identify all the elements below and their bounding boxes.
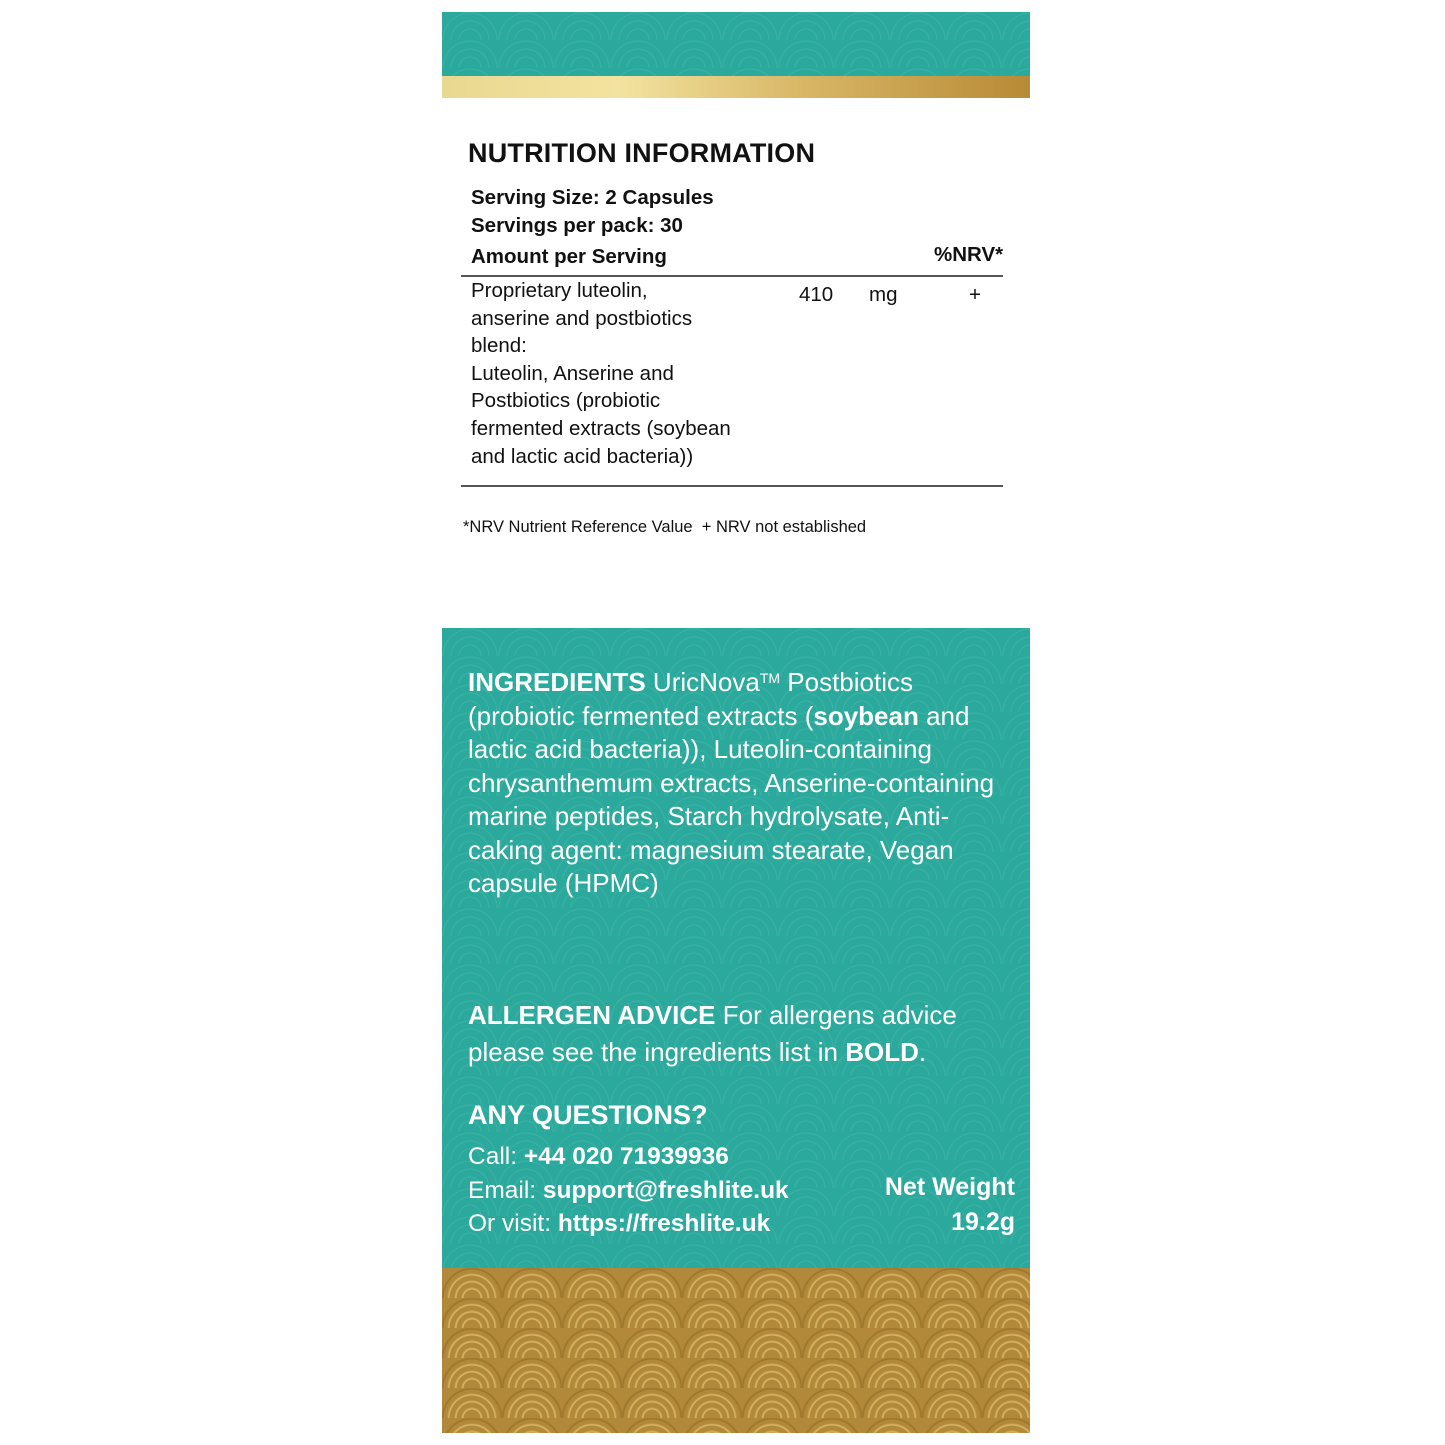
ingredients-part-1: Postbiotics (probiotic fermented extracts ( (468, 667, 914, 731)
visit-label: Or visit: (468, 1210, 558, 1237)
email-label: Email: (468, 1177, 543, 1204)
brand-name: UricNova (652, 667, 760, 697)
allergen-label: ALLERGEN ADVICE (468, 1000, 716, 1030)
net-weight-value: 19.2g (951, 1208, 1015, 1236)
blend-line: Postbiotics (probiotic (471, 389, 661, 413)
allergen-soybean: soybean (813, 700, 919, 731)
allergen-advice (468, 997, 1008, 1071)
allergen-bold-word: BOLD (845, 1037, 919, 1067)
servings-per-pack: Servings per pack: 30 (471, 214, 683, 237)
trademark-symbol: TM (759, 670, 781, 686)
nrv-value: + (969, 283, 981, 306)
call-label: Call: (468, 1143, 524, 1170)
net-weight (885, 1170, 1015, 1240)
table-bottom-rule (461, 485, 1003, 487)
visit-line (468, 1210, 770, 1238)
email-line (468, 1177, 789, 1205)
blend-line: Proprietary luteolin, (471, 279, 648, 302)
net-weight-label: Net Weight (884, 1173, 1015, 1201)
allergen-text: For allergens advice please see the ingredients list in (468, 1000, 957, 1067)
table-row (471, 277, 761, 470)
amount-value: 410 (799, 283, 834, 306)
call-line (468, 1143, 729, 1171)
nutrition-title: NUTRITION INFORMATION (468, 138, 816, 168)
blend-line: anserine and postbiotics (471, 306, 693, 330)
top-teal-band (442, 12, 1030, 76)
bottom-gold-band (442, 1268, 1030, 1433)
questions-title: ANY QUESTIONS? (468, 1100, 708, 1130)
phone-number[interactable]: +44 020 71939936 (523, 1143, 729, 1170)
blend-line: blend: (471, 334, 527, 358)
website-link[interactable]: https://freshlite.uk (557, 1210, 771, 1237)
email-link[interactable]: support@freshlite.uk (542, 1177, 789, 1204)
ingredients-text (468, 666, 1018, 901)
allergen-end: . (918, 1037, 927, 1067)
nrv-header: %NRV* (934, 243, 1004, 266)
gold-stripe (442, 76, 1030, 98)
amount-per-serving-header: Amount per Serving (471, 245, 667, 268)
ingredients-label: INGREDIENTS (468, 667, 646, 697)
blend-line: and lactic acid bacteria)) (471, 444, 694, 468)
blend-line: fermented extracts (soybean (471, 416, 731, 440)
ingredients-part-2: and lactic acid bacteria)), Luteolin-containing chrysanthemum extracts, Anserine-containing marine peptides, Starch hydrolysate, Anti-caking agent: magnesium stearate, Vegan capsule (HPMC) (468, 700, 995, 898)
amount-unit: mg (869, 283, 898, 306)
nrv-footnote: *NRV Nutrient Reference Value + NRV not established (463, 518, 867, 536)
serving-size: Serving Size: 2 Capsules (471, 186, 714, 209)
blend-line: Luteolin, Anserine and (471, 361, 674, 385)
